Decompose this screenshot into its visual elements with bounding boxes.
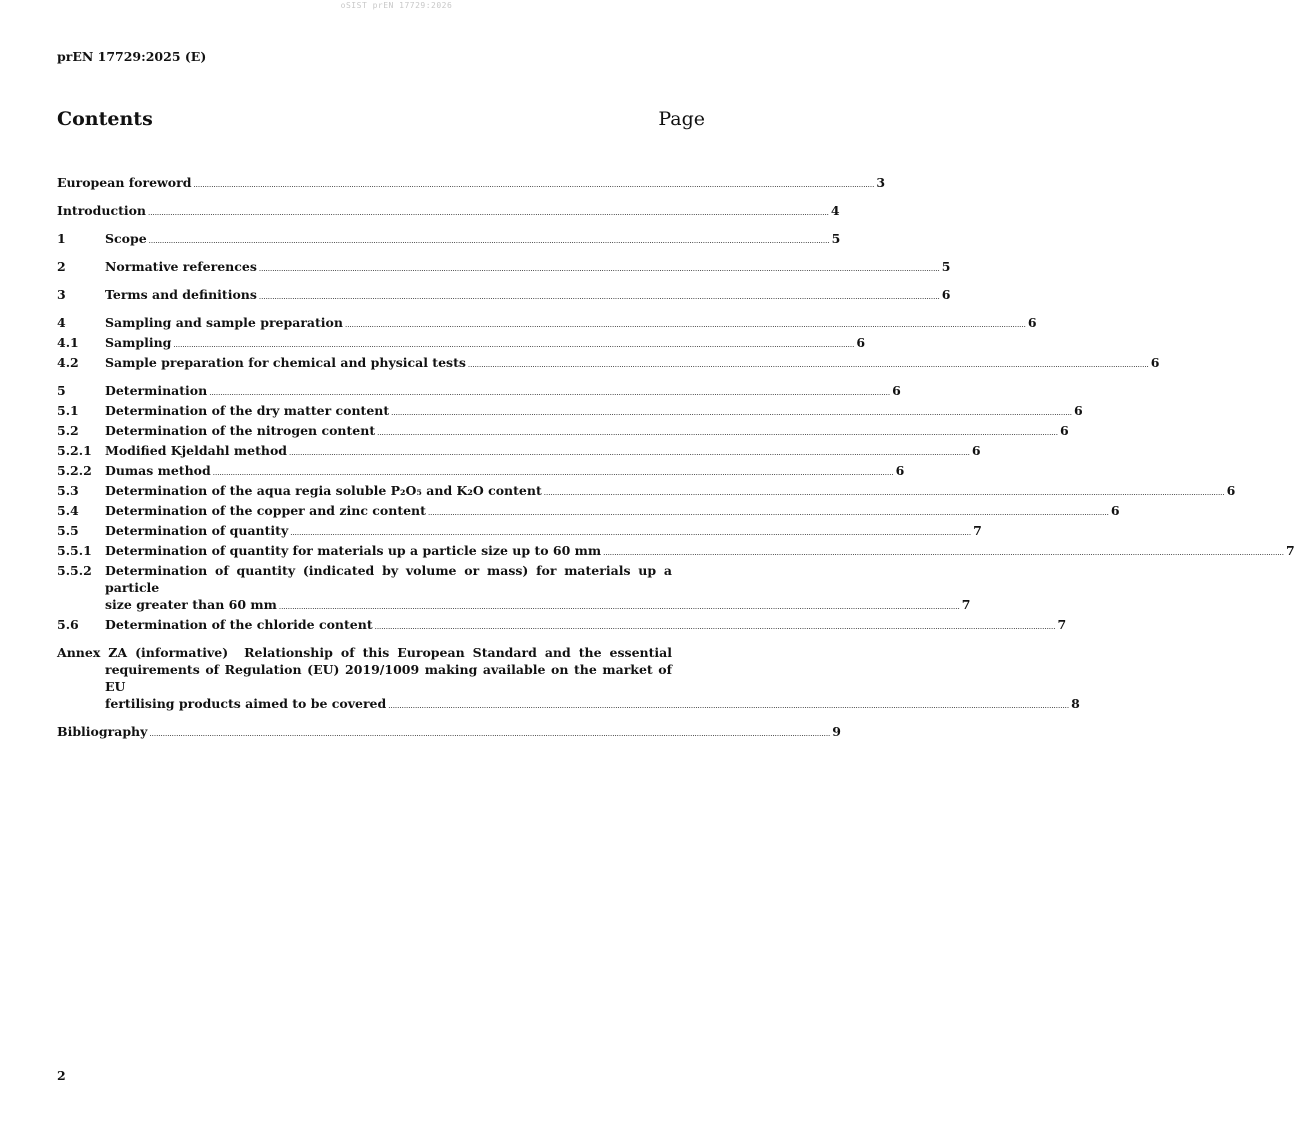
toc-entry-number: 5.5.1 bbox=[57, 543, 92, 558]
toc-entry-body bbox=[105, 482, 1236, 502]
toc-entry-number: 2 bbox=[57, 259, 66, 274]
toc-entry-title: Determination of quantity bbox=[105, 523, 289, 538]
toc-entry-body bbox=[105, 258, 951, 278]
toc-entry-page: 7 bbox=[961, 597, 971, 612]
toc-entry-european-foreword[interactable] bbox=[57, 174, 886, 194]
toc-entry-number: 5 bbox=[57, 383, 66, 398]
toc-entry-page: 7 bbox=[973, 523, 982, 538]
toc-entry-sampling-and-sample-preparation[interactable] bbox=[57, 314, 1037, 334]
dot-leader: .................................................................................................................................................................................................................................................................................................................. bbox=[290, 529, 972, 537]
toc-entry-body bbox=[105, 502, 1120, 522]
dot-leader: .................................................................................................................................................................................................................................................................................................................. bbox=[391, 409, 1073, 417]
toc-entry-body bbox=[105, 462, 905, 482]
toc-entry-page: 7 bbox=[1286, 543, 1295, 558]
toc-entry-body bbox=[105, 230, 841, 250]
toc-entry-page: 7 bbox=[1057, 617, 1067, 632]
toc-entry-title: Sampling bbox=[105, 335, 172, 350]
toc-entry-title: Scope bbox=[105, 231, 147, 246]
toc-entry-page: 4 bbox=[830, 203, 840, 218]
dot-leader: .................................................................................................................................................................................................................................................................................................................. bbox=[278, 603, 960, 611]
toc-entry-title-line: Annex ZA (informative) Relationship of this European Standard and the essential bbox=[57, 645, 672, 660]
toc-entry-page: 5 bbox=[941, 259, 951, 274]
dot-leader: .................................................................................................................................................................................................................................................................................................................. bbox=[149, 730, 831, 738]
toc-entry-number: 5.2.1 bbox=[57, 443, 92, 458]
toc-entry-body bbox=[105, 402, 1083, 422]
toc-entry-title: Introduction bbox=[57, 203, 147, 218]
toc-entry-modified-kjeldahl-method[interactable] bbox=[57, 442, 981, 462]
toc-entry-quantity-up-to-60mm[interactable] bbox=[57, 542, 1295, 562]
dot-leader: .................................................................................................................................................................................................................................................................................................................. bbox=[603, 549, 1285, 557]
toc-entry-number: 5.2.2 bbox=[57, 463, 92, 478]
toc-entry-quantity-greater-than-60mm[interactable] bbox=[57, 562, 971, 616]
toc-entry-aqua-regia-soluble-content[interactable] bbox=[57, 482, 1236, 502]
toc-entry-dry-matter-content[interactable] bbox=[57, 402, 1083, 422]
toc-entry-bibliography[interactable] bbox=[57, 723, 841, 743]
toc-entry-title: size greater than 60 mm bbox=[105, 597, 277, 612]
toc-entry-number: 5.2 bbox=[57, 423, 79, 438]
dot-leader: .................................................................................................................................................................................................................................................................................................................. bbox=[427, 509, 1109, 517]
dot-leader: .................................................................................................................................................................................................................................................................................................................. bbox=[377, 429, 1058, 437]
toc-entry-body bbox=[57, 644, 1080, 715]
toc-entry-title: Determination of the nitrogen content bbox=[105, 423, 376, 438]
toc-entry-body bbox=[105, 442, 981, 462]
toc-entry-page: 6 bbox=[1110, 503, 1120, 518]
toc-entry-title: European foreword bbox=[57, 175, 192, 190]
toc-entry-page: 6 bbox=[1027, 315, 1037, 330]
page-number: 2 bbox=[57, 1068, 66, 1083]
toc-entry-page: 6 bbox=[856, 335, 866, 350]
toc-entry-scope[interactable] bbox=[57, 230, 841, 250]
dot-leader: .................................................................................................................................................................................................................................................................................................................. bbox=[209, 389, 891, 397]
dot-leader: .................................................................................................................................................................................................................................................................................................................. bbox=[374, 623, 1056, 631]
toc-entry-body bbox=[105, 542, 1295, 562]
toc-entry-number: 4 bbox=[57, 315, 66, 330]
toc-entry-terms-and-definitions[interactable] bbox=[57, 286, 951, 306]
toc-entry-page: 6 bbox=[941, 287, 951, 302]
toc-entry-number: 5.5 bbox=[57, 523, 79, 538]
toc-entry-page: 5 bbox=[831, 231, 841, 246]
toc-entry-title-line: Determination of quantity (indicated by volume or mass) for materials up a particle bbox=[105, 563, 672, 595]
document-identifier: prEN 17729:2025 (E) bbox=[57, 49, 207, 64]
toc-entry-body bbox=[105, 334, 866, 354]
toc-entry-chloride-content[interactable] bbox=[57, 616, 1067, 636]
toc-entry-body bbox=[57, 723, 841, 743]
toc-entry-page: 6 bbox=[1059, 423, 1069, 438]
dot-leader: .................................................................................................................................................................................................................................................................................................................. bbox=[467, 361, 1149, 369]
toc-entry-title: Sampling and sample preparation bbox=[105, 315, 343, 330]
dot-leader: .................................................................................................................................................................................................................................................................................................................. bbox=[543, 489, 1225, 497]
toc-entry-page: 8 bbox=[1071, 696, 1080, 711]
toc-entry-body bbox=[105, 382, 901, 402]
dot-leader: .................................................................................................................................................................................................................................................................................................................. bbox=[193, 181, 875, 189]
toc-entry-body bbox=[57, 202, 840, 222]
toc-entry-annex-za[interactable] bbox=[57, 644, 1080, 715]
toc-entry-title: Determination of the dry matter content bbox=[105, 403, 390, 418]
page-title: Contents bbox=[57, 108, 153, 130]
dot-leader: .................................................................................................................................................................................................................................................................................................................. bbox=[212, 469, 894, 477]
toc-entry-title: Determination of the copper and zinc content bbox=[105, 503, 426, 518]
page-column-label: Page bbox=[658, 108, 705, 130]
toc-entry-title-line: requirements of Regulation (EU) 2019/1009 making available on the market of EU bbox=[105, 662, 672, 694]
dot-leader: .................................................................................................................................................................................................................................................................................................................. bbox=[388, 702, 1070, 710]
dot-leader: .................................................................................................................................................................................................................................................................................................................. bbox=[148, 237, 830, 245]
toc-entry-page: 6 bbox=[1150, 355, 1160, 370]
toc-entry-number: 5.1 bbox=[57, 403, 79, 418]
dot-leader: .................................................................................................................................................................................................................................................................................................................. bbox=[258, 293, 940, 301]
toc-entry-title: Dumas method bbox=[105, 463, 211, 478]
dot-leader: .................................................................................................................................................................................................................................................................................................................. bbox=[344, 321, 1026, 329]
toc-entry-number: 5.4 bbox=[57, 503, 79, 518]
toc-entry-page: 6 bbox=[971, 443, 981, 458]
toc-entry-number: 5.6 bbox=[57, 617, 79, 632]
dot-leader: .................................................................................................................................................................................................................................................................................................................. bbox=[289, 449, 970, 457]
toc-entry-page: 3 bbox=[876, 175, 886, 190]
toc-entry-page: 6 bbox=[1074, 403, 1083, 418]
toc-entry-title: fertilising products aimed to be covered bbox=[105, 696, 387, 711]
toc-entry-number: 4.1 bbox=[57, 335, 79, 350]
toc-entry-body bbox=[57, 174, 886, 194]
dot-leader: .................................................................................................................................................................................................................................................................................................................. bbox=[148, 209, 829, 217]
toc-entry-title: Determination of quantity for materials up a particle size up to 60 mm bbox=[105, 543, 602, 558]
dot-leader: .................................................................................................................................................................................................................................................................................................................. bbox=[173, 341, 855, 349]
dot-leader: .................................................................................................................................................................................................................................................................................................................. bbox=[258, 265, 940, 273]
toc-entry-page: 6 bbox=[892, 383, 901, 398]
toc-entry-body bbox=[105, 616, 1067, 636]
toc-entry-title: Sample preparation for chemical and physical tests bbox=[105, 355, 466, 370]
toc-entry-sampling[interactable] bbox=[57, 334, 866, 354]
toc-entry-body bbox=[105, 354, 1160, 374]
toc-entry-body bbox=[105, 286, 951, 306]
toc-entry-number: 5.5.2 bbox=[57, 563, 92, 578]
toc-entry-number: 5.3 bbox=[57, 483, 79, 498]
toc-entry-dumas-method[interactable] bbox=[57, 462, 905, 482]
toc-entry-title: Terms and definitions bbox=[105, 287, 257, 302]
toc-entry-title: Determination of the chloride content bbox=[105, 617, 373, 632]
toc-entry-number: 4.2 bbox=[57, 355, 79, 370]
toc-entry-determination[interactable] bbox=[57, 382, 901, 402]
toc-entry-body bbox=[105, 314, 1037, 334]
toc-entry-title: Bibliography bbox=[57, 724, 148, 739]
toc-entry-page: 6 bbox=[895, 463, 905, 478]
toc-entry-determination-of-quantity[interactable] bbox=[57, 522, 982, 542]
toc-entry-page: 9 bbox=[832, 724, 841, 739]
toc-entry-title: Modified Kjeldahl method bbox=[105, 443, 288, 458]
toc-entry-page: 6 bbox=[1226, 483, 1236, 498]
toc-entry-sample-preparation[interactable] bbox=[57, 354, 1160, 374]
toc-entry-normative-references[interactable] bbox=[57, 258, 951, 278]
table-of-contents bbox=[57, 174, 1295, 743]
toc-entry-nitrogen-content[interactable] bbox=[57, 422, 1069, 442]
toc-entry-title: Normative references bbox=[105, 259, 257, 274]
toc-entry-body bbox=[105, 562, 971, 616]
toc-entry-copper-and-zinc-content[interactable] bbox=[57, 502, 1120, 522]
toc-entry-title: Determination bbox=[105, 383, 208, 398]
toc-entry-title: Determination of the aqua regia soluble P₂O₅ and K₂O content bbox=[105, 483, 542, 498]
toc-entry-introduction[interactable] bbox=[57, 202, 840, 222]
toc-entry-body bbox=[105, 522, 982, 542]
toc-entry-number: 3 bbox=[57, 287, 66, 302]
watermark-text: oSIST prEN 17729:2026 bbox=[340, 1, 453, 10]
toc-entry-body bbox=[105, 422, 1069, 442]
toc-entry-number: 1 bbox=[57, 231, 66, 246]
